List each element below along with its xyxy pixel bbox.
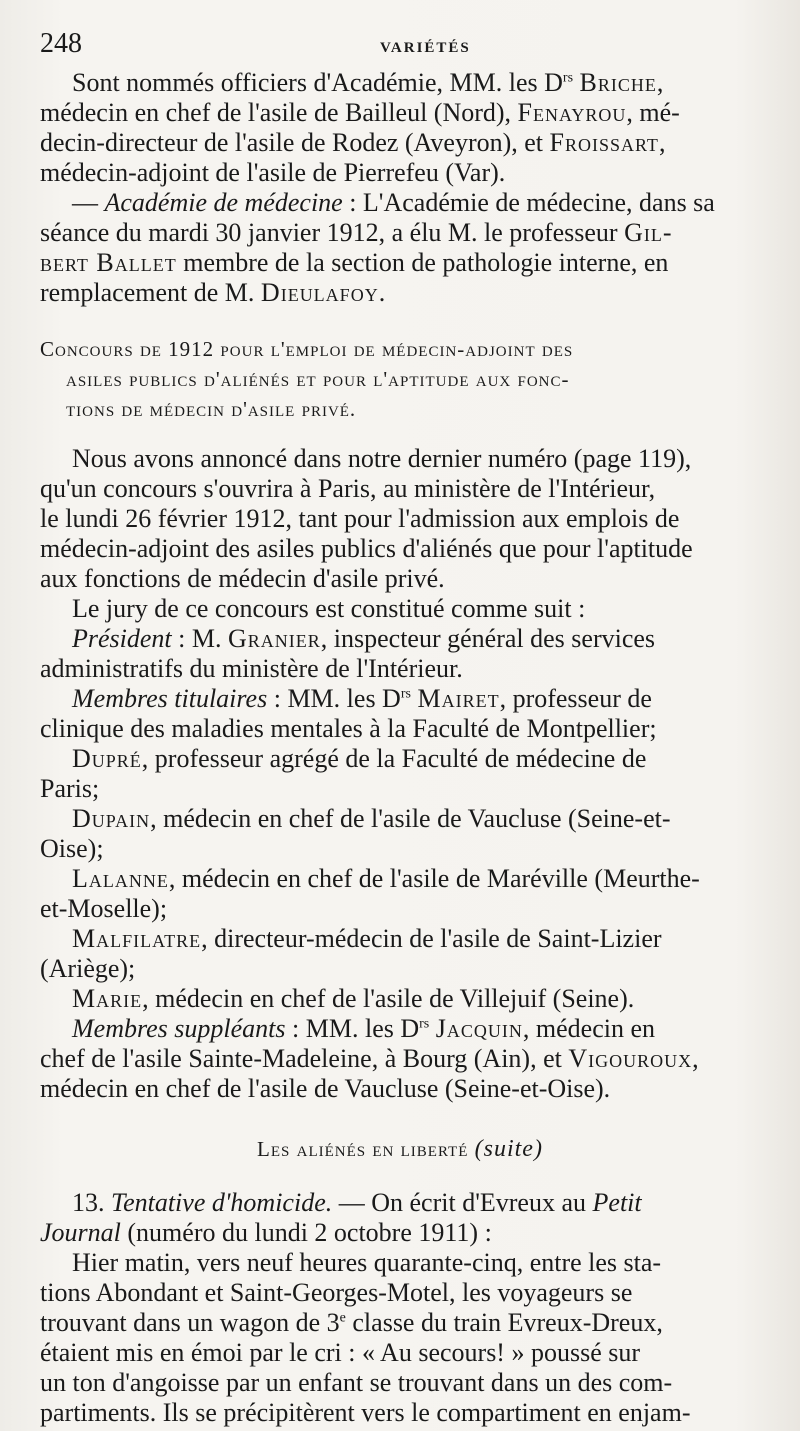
text-line	[40, 804, 760, 834]
text-line	[40, 624, 760, 654]
text-run: ,	[658, 128, 666, 157]
section-heading	[40, 334, 760, 424]
text-run: decin-directeur de l'asile de Rodez (Aveyron), et	[40, 128, 550, 157]
spacer	[40, 1164, 760, 1188]
heading-text: Les aliénés en liberté	[257, 1137, 469, 1161]
page-number: 248	[40, 28, 82, 59]
text-line	[40, 98, 760, 128]
person-name: Froissart	[549, 128, 659, 157]
heading-suffix: (suite)	[474, 1136, 543, 1162]
text-line	[40, 158, 760, 188]
person-name: Jacquin	[435, 1014, 523, 1043]
spacer	[40, 1104, 760, 1134]
text-run: , médecin en chef de l'asile de Vaucluse (Seine-et-	[150, 804, 671, 833]
text-run: , médecin en	[522, 1014, 655, 1043]
text-run: : MM. les D	[267, 684, 401, 713]
appointments-paragraph	[40, 68, 760, 188]
text-run: trouvant dans un wagon de 3	[40, 1308, 340, 1337]
section-label: Académie de médecine	[104, 188, 343, 217]
person-name: Briche	[579, 68, 657, 97]
text-run: classe du train Evreux-Dreux,	[345, 1308, 663, 1337]
text-line: Le jury de ce concours est constitué comme suit :	[72, 594, 586, 623]
text-line	[40, 864, 760, 894]
text-run: membre de la section de pathologie interne, en	[176, 248, 669, 277]
superscript: rs	[400, 686, 411, 702]
text-run: , professeur agrégé de la Faculté de médecine de	[141, 744, 647, 773]
text-run: : MM. les D	[285, 1014, 420, 1043]
text-line: Hier matin, vers neuf heures quarante-cinq, entre les sta-	[72, 1248, 662, 1277]
person-name: Lalanne	[72, 864, 169, 893]
text-line: (Ariège);	[40, 954, 136, 983]
text-run: , mé-	[626, 98, 680, 127]
text-line: médecin-adjoint des asiles publics d'aliénés que pour l'aptitude	[40, 534, 693, 563]
text-line	[40, 1044, 760, 1074]
text-line: clinique des maladies mentales à la Faculté de Montpellier;	[40, 714, 657, 743]
heading-line: Concours de 1912 pour l'emploi de médecin-adjoint des	[40, 337, 574, 361]
person-name: Gil-	[624, 218, 673, 247]
text-line: Paris;	[40, 774, 100, 803]
text-line: administratifs du ministère de l'Intérieur.	[40, 654, 463, 683]
superscript: rs	[419, 1016, 430, 1032]
text-run: (numéro du lundi 2 octobre 1911) :	[120, 1218, 492, 1247]
person-name: Malfilatre	[72, 924, 202, 953]
text-line: partiments. Ils se précipitèrent vers le compartiment en enjam-	[40, 1398, 691, 1427]
text-line	[40, 744, 760, 774]
text-run: .	[378, 278, 386, 307]
superscript: e	[339, 1310, 346, 1326]
text-line: Nous avons annoncé dans notre dernier numéro (page 119),	[72, 444, 692, 473]
text-line	[40, 248, 760, 278]
person-name: Vigouroux	[568, 1044, 693, 1073]
item-number: 13.	[72, 1188, 111, 1217]
text-line	[40, 1188, 760, 1218]
text-run: , professeur de	[499, 684, 652, 713]
jury-list	[40, 594, 760, 1104]
heading-line	[40, 1134, 760, 1164]
text-run: chef de l'asile Sainte-Madeleine, à Bourg (Ain), et	[40, 1044, 569, 1073]
text-line	[40, 128, 760, 158]
heading-line: tions de médecin d'asile privé.	[66, 397, 357, 421]
person-name: bert Ballet	[40, 248, 177, 277]
spacer	[40, 308, 760, 334]
text-line	[40, 188, 760, 218]
person-name: Granier	[228, 624, 321, 653]
role-label: Membres suppléants	[72, 1014, 286, 1043]
text-run: ,	[692, 1044, 699, 1073]
text-line: qu'un concours s'ouvrira à Paris, au ministère de l'Intérieur,	[40, 474, 656, 503]
text-run: séance du mardi 30 janvier 1912, a élu M. le professeur	[40, 218, 625, 247]
item-title: Tentative d'homicide.	[111, 1188, 333, 1217]
text-run: , médecin en chef de l'asile de Maréville (Meurthe-	[168, 864, 700, 893]
text-run: : M.	[171, 624, 228, 653]
person-name: Dupain	[72, 804, 151, 833]
newspaper-name: Petit	[592, 1188, 642, 1217]
text-line	[40, 984, 760, 1014]
text-line: et-Moselle);	[40, 894, 168, 923]
text-run: , inspecteur général des services	[320, 624, 656, 653]
running-head: VARIÉTÉS	[380, 40, 471, 56]
text-run: : L'Académie de médecine, dans sa	[342, 188, 715, 217]
role-label: Président	[72, 624, 172, 653]
text-line	[40, 1308, 760, 1338]
person-name: Marie	[72, 984, 143, 1013]
text-run: , médecin en chef de l'asile de Villejuif (Seine).	[142, 984, 635, 1013]
person-name: Fenayrou	[517, 98, 627, 127]
person-name: Mairet	[417, 684, 500, 713]
announcement-paragraph	[40, 444, 760, 594]
role-label: Membres titulaires	[72, 684, 268, 713]
text-line	[40, 1218, 760, 1248]
person-name: Dupré	[72, 744, 142, 773]
case-13-paragraph	[40, 1188, 760, 1428]
section-heading	[40, 1134, 760, 1164]
text-line: médecin en chef de l'asile de Vaucluse (Seine-et-Oise).	[40, 1074, 611, 1103]
academy-paragraph	[40, 188, 760, 308]
heading-line: asiles publics d'aliénés et pour l'aptitude aux fonc-	[66, 367, 570, 391]
text-line	[40, 218, 760, 248]
text-run: — On écrit d'Evreux au	[332, 1188, 593, 1217]
text-line: aux fonctions de médecin d'asile privé.	[40, 564, 445, 593]
text-line: étaient mis en émoi par le cri : « Au secours! » poussé sur	[40, 1338, 641, 1367]
text-line: tions Abondant et Saint-Georges-Motel, les voyageurs se	[40, 1278, 633, 1307]
text-line	[40, 1014, 760, 1044]
text-run: médecin en chef de l'asile de Bailleul (Nord),	[40, 98, 518, 127]
page-header	[40, 28, 760, 68]
text-run: Sont nommés officiers d'Académie, MM. les D	[72, 68, 563, 97]
text-line: un ton d'angoisse par un enfant se trouvant dans un des com-	[40, 1368, 673, 1397]
text-line	[40, 684, 760, 714]
text-run: —	[72, 188, 105, 217]
text-line	[40, 68, 760, 98]
text-run: , directeur-médecin de l'asile de Saint-Lizier	[201, 924, 662, 953]
newspaper-name: Journal	[40, 1218, 121, 1247]
text-line: Oise);	[40, 834, 104, 863]
text-run: ,	[656, 68, 664, 97]
person-name: Dieulafoy	[260, 278, 379, 307]
text-line	[40, 278, 760, 308]
spacer	[40, 424, 760, 444]
text-line	[40, 924, 760, 954]
superscript: rs	[562, 70, 574, 86]
text-line: le lundi 26 février 1912, tant pour l'admission aux emplois de	[40, 504, 680, 533]
text-run: remplacement de M.	[40, 278, 261, 307]
text-run: médecin-adjoint de l'asile de Pierrefeu (Var).	[40, 158, 506, 187]
